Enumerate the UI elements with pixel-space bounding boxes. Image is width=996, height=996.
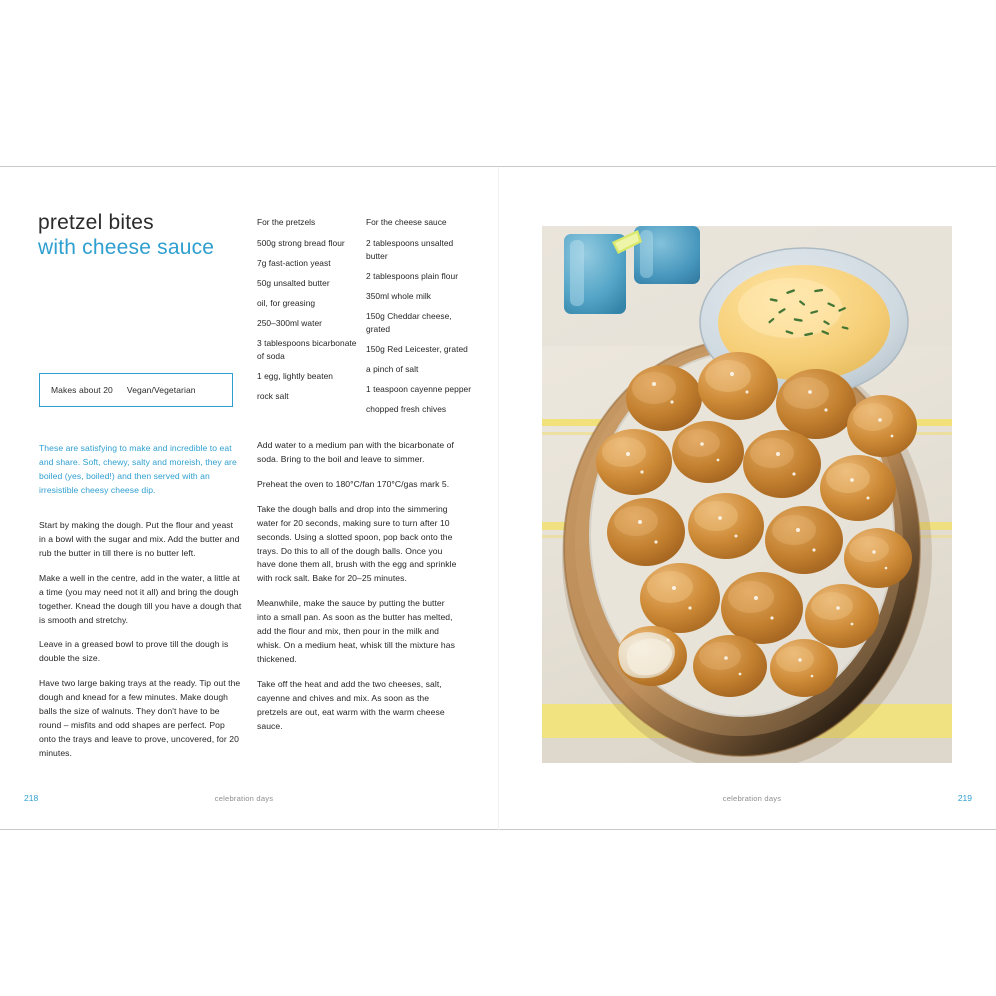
running-head-right-text: celebration days [722, 794, 782, 803]
ingredient-item: a pinch of salt [366, 364, 419, 375]
ingredient-item: 150g Cheddar cheese, grated [366, 311, 452, 335]
ingredient-item: 150g Red Leicester, grated [366, 344, 468, 355]
book-spread [0, 166, 996, 830]
serves-badge [39, 373, 233, 407]
ingredient-item: 50g unsalted butter [257, 278, 330, 289]
right-page [498, 167, 996, 831]
ingredient-item: rock salt [257, 391, 289, 402]
page-title [38, 211, 248, 261]
ingredient-item: 2 tablespoons plain flour [366, 271, 459, 282]
ingredient-item: 2 tablespoons unsalted butter [366, 238, 454, 262]
ingredient-item: 1 egg, lightly beaten [257, 371, 334, 382]
ingredients-pretzels [257, 216, 357, 410]
running-head-right [498, 794, 996, 803]
ingredient-item: 7g fast-action yeast [257, 258, 331, 269]
recipe-title-line-1: pretzel bites [38, 211, 154, 234]
serves-label: Makes about 20 [51, 385, 113, 395]
pretzel-bites-photo [542, 226, 952, 763]
ingredient-item: chopped fresh chives [366, 404, 447, 415]
method-column-left [39, 519, 242, 772]
method-paragraph: Add water to a medium pan with the bicarbonate of soda. Bring to the boil and leave to simmer. [257, 440, 454, 464]
method-paragraph: Take off the heat and add the two cheeses, salt, cayenne and chives and mix. As soon as the pretzels are out, eat warm with the warm cheese sauce. [257, 678, 445, 731]
ingredients-cheese-sauce [366, 216, 474, 423]
ingredient-item: 350ml whole milk [366, 291, 432, 302]
ingredients-heading: For the pretzels [257, 217, 316, 227]
method-paragraph: Take the dough balls and drop into the simmering water for 20 seconds, making sure to turn after 10 seconds. Using a slotted spoon, pop back onto the trays. Do this to all of the dough balls. Once you have done them all, brush with the egg and sprinkle with rock salt. Bake for 20–25 minutes. [257, 503, 457, 584]
page-number-right: 219 [957, 793, 972, 803]
diet-label: Vegan/Vegetarian [126, 385, 196, 395]
method-paragraph: Leave in a greased bowl to prove till the dough is double the size. [39, 639, 229, 664]
method-paragraph: Make a well in the centre, add in the water, a little at a time (you may need not it all) and bring the dough together. Knead the dough till you have a dough that is smooth and stretchy. [39, 572, 242, 625]
recipe-title-line-2: with cheese sauce [38, 235, 215, 259]
ingredient-item: 1 teaspoon cayenne pepper [366, 384, 472, 395]
method-paragraph: Meanwhile, make the sauce by putting the butter into a small pan. As soon as the butter has melted, add the flour and mix, then pour in the milk and whisk. On a medium heat, whisk till the mixture has thickened. [257, 598, 455, 664]
ingredients-heading: For the cheese sauce [366, 217, 447, 227]
page-number-left: 218 [24, 793, 39, 803]
method-paragraph: Preheat the oven to 180°C/fan 170°C/gas mark 5. [257, 478, 450, 489]
running-head-left-text: celebration days [214, 794, 274, 803]
ingredient-item: oil, for greasing [257, 298, 316, 309]
method-column-right [257, 439, 457, 745]
ingredient-item: 250–300ml water [257, 318, 322, 329]
method-paragraph: Have two large baking trays at the ready. Tip out the dough and knead for a few minutes. Make dough balls the size of walnuts. They don't have to be round – misfits and odd shapes are perfect. Pop onto the trays and leave to prove, uncovered, for 20 minutes. [39, 678, 241, 758]
ingredient-item: 3 tablespoons bicarbonate of soda [257, 338, 357, 362]
recipe-intro: These are satisfying to make and incredible to eat and share. Soft, chewy, salty and moreish, they are boiled (yes, boiled!) and then served with an irresistible cheesy cheese dip. [39, 443, 237, 495]
method-paragraph: Start by making the dough. Put the flour and yeast in a bowl with the sugar and mix. Add the butter and rub the butter in till there is no butter left. [39, 520, 240, 558]
left-page [0, 167, 498, 831]
ingredient-item: 500g strong bread flour [257, 238, 345, 249]
running-head-left [0, 794, 498, 803]
